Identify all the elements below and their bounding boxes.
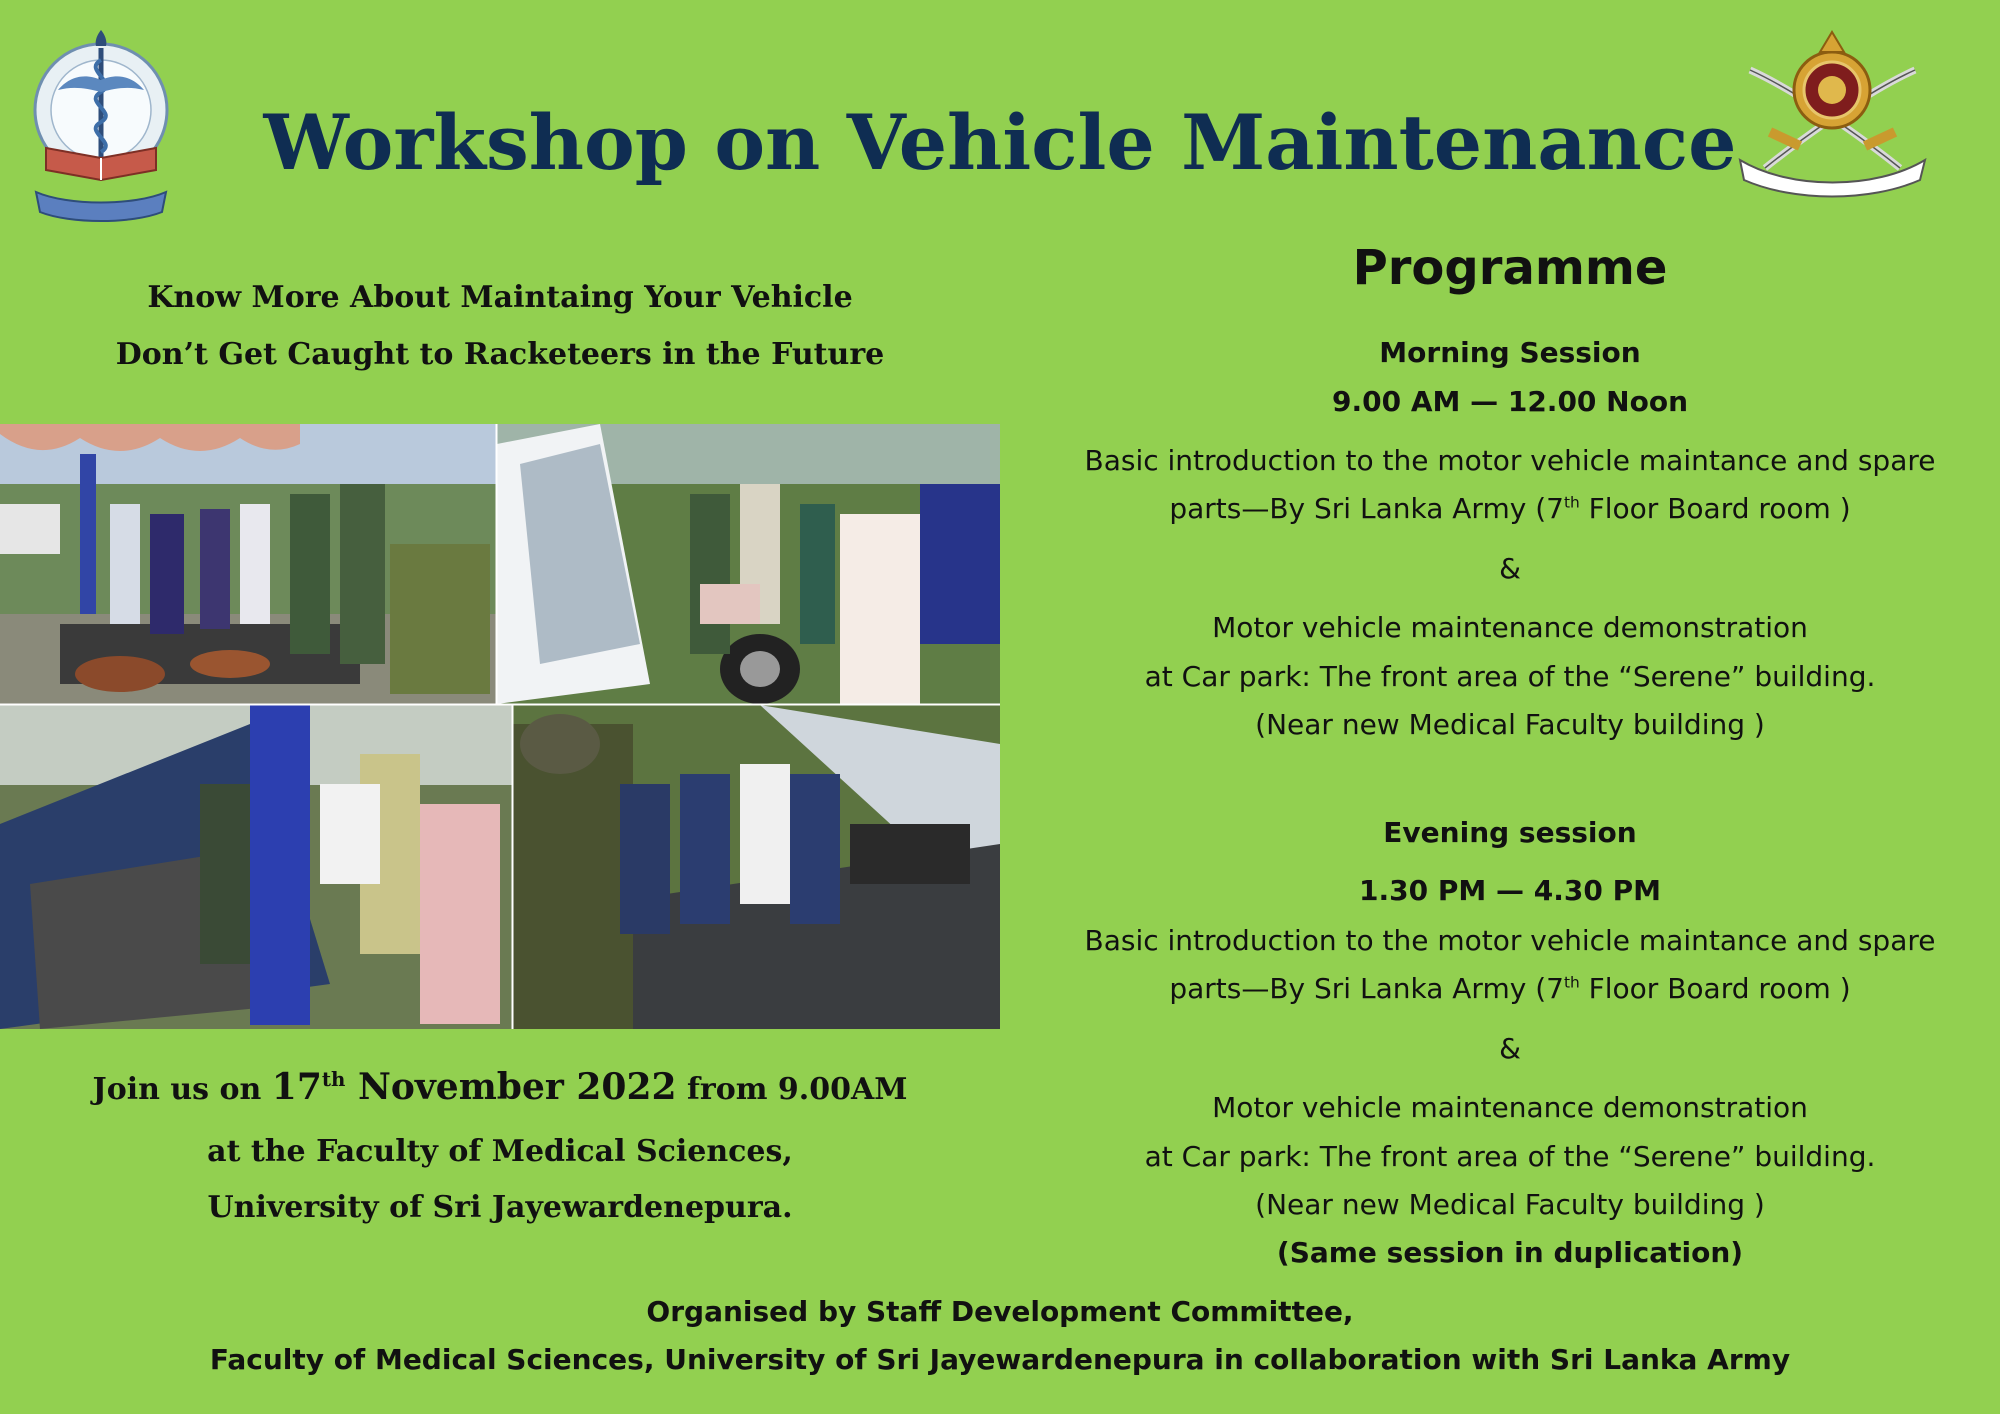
evening-demo-line1: Motor vehicle maintenance demonstration xyxy=(1212,1091,1808,1124)
evening-note: (Same session in duplication) xyxy=(1276,1236,1744,1269)
event-venue-line1: at the Faculty of Medical Sciences, xyxy=(207,1134,793,1169)
evening-intro-line1: Basic introduction to the motor vehicle maintance and spare xyxy=(1084,924,1936,957)
event-date-line xyxy=(0,1066,1000,1108)
evening-session-time: 1.30 PM — 4.30 PM xyxy=(1359,874,1661,907)
morning-session-time: 9.00 AM — 12.00 Noon xyxy=(1331,385,1688,418)
evening-demo-line2: at Car park: The front area of the “Serene” building. xyxy=(1144,1140,1876,1173)
evening-demo-line3: (Near new Medical Faculty building ) xyxy=(1255,1188,1765,1221)
event-day: 17th November 2022 xyxy=(271,1066,677,1108)
tagline-2: Don’t Get Caught to Racketeers in the Future xyxy=(115,337,885,372)
army-crest xyxy=(1730,28,1935,200)
event-time: from 9.00AM xyxy=(676,1072,908,1107)
morning-demo-line1: Motor vehicle maintenance demonstration xyxy=(1212,611,1808,644)
photo-parts-table xyxy=(0,424,496,704)
evening-intro-line2: parts—By Sri Lanka Army (7th Floor Board room ) xyxy=(1169,972,1851,1005)
morning-intro-line2: parts—By Sri Lanka Army (7th Floor Board room ) xyxy=(1169,492,1851,525)
photo-white-car xyxy=(497,424,1000,704)
page-title: Workshop on Vehicle Maintenance xyxy=(263,98,1737,187)
organiser-line1: Organised by Staff Development Committee, xyxy=(646,1295,1354,1328)
join-prefix: Join us on xyxy=(92,1072,272,1107)
morning-amp: & xyxy=(1499,552,1521,585)
organiser-line2: Faculty of Medical Sciences, University of Sri Jayewardenepura in collaboration with Sri Lanka Army xyxy=(209,1343,1791,1376)
photo-demonstration xyxy=(513,705,1000,1029)
morning-intro-line1: Basic introduction to the motor vehicle maintance and spare xyxy=(1084,444,1936,477)
evening-session-label: Evening session xyxy=(1383,816,1637,849)
photo-engine-bay xyxy=(0,705,512,1029)
morning-session-label: Morning Session xyxy=(1379,336,1641,369)
programme-title: Programme xyxy=(1352,240,1668,296)
morning-demo-line2: at Car park: The front area of the “Serene” building. xyxy=(1144,660,1876,693)
photo-collage xyxy=(0,424,1000,1029)
morning-demo-line3: (Near new Medical Faculty building ) xyxy=(1255,708,1765,741)
tagline-1: Know More About Maintaing Your Vehicle xyxy=(147,280,853,315)
event-venue-line2: University of Sri Jayewardenepura. xyxy=(207,1190,793,1225)
evening-amp: & xyxy=(1499,1032,1521,1065)
